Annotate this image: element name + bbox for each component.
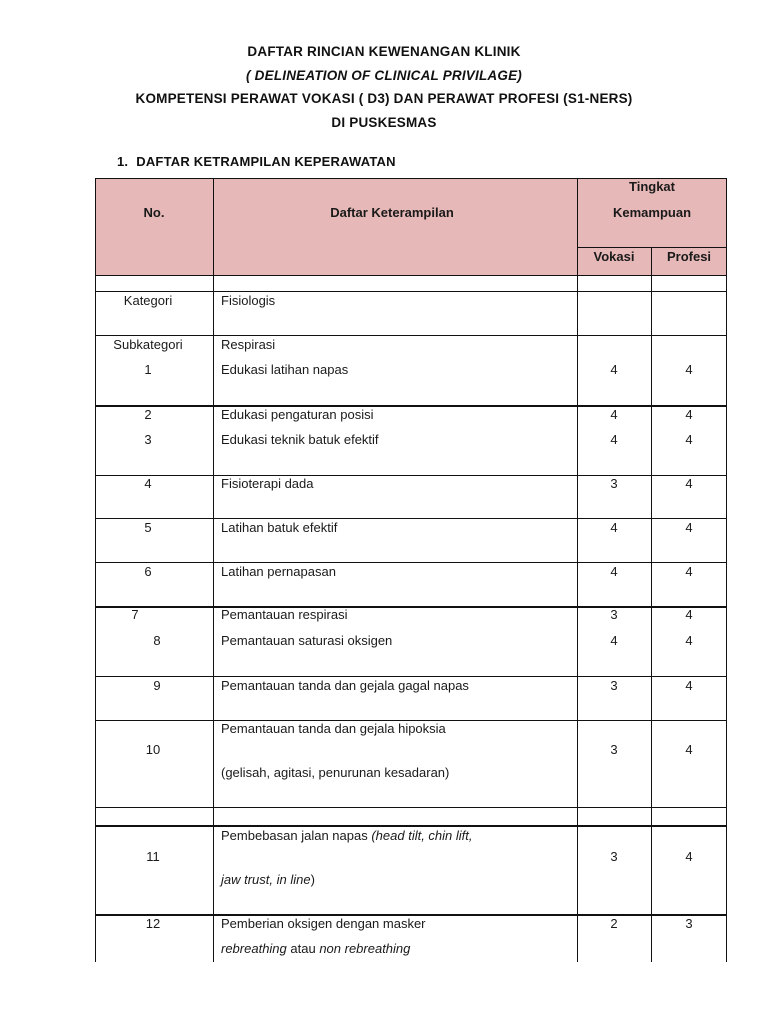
- row-skill-italic: jaw trust, in line: [221, 872, 311, 887]
- row-vokasi: 4: [610, 432, 618, 447]
- column-header-skill: Daftar Keterampilan: [330, 205, 454, 220]
- table-border-right: [726, 178, 727, 962]
- row-no: 2: [144, 407, 152, 422]
- row-skill: Edukasi latihan napas: [221, 362, 349, 377]
- row-skill: Pemantauan tanda dan gejala hipoksia: [221, 721, 446, 736]
- row-skill-italic: non rebreathing: [319, 941, 411, 956]
- row-skill: Latihan pernapasan: [221, 564, 336, 579]
- row-vokasi: 3: [610, 607, 618, 622]
- row-no: 11: [146, 849, 160, 864]
- row-no: 5: [144, 520, 152, 535]
- row-profesi: 4: [685, 362, 693, 377]
- row-skill: Edukasi teknik batuk efektif: [221, 432, 379, 447]
- row-no: 7: [131, 607, 139, 622]
- row-vokasi: 2: [610, 916, 618, 931]
- row-vokasi: 4: [610, 407, 618, 422]
- row-skill-text: ): [310, 872, 315, 887]
- kategori-label: Kategori: [123, 293, 173, 308]
- table-border-col3: [651, 247, 652, 962]
- row-vokasi: 4: [610, 520, 618, 535]
- row-skill: Pemantauan tanda dan gejala gagal napas: [221, 678, 469, 693]
- row-profesi: 4: [685, 849, 693, 864]
- column-header-level-1: Tingkat: [629, 179, 675, 194]
- row-profesi: 4: [685, 476, 693, 491]
- row-profesi: 4: [685, 407, 693, 422]
- row-skill: Fisioterapi dada: [221, 476, 314, 491]
- row-no: 8: [153, 633, 161, 648]
- row-profesi: 4: [685, 607, 693, 622]
- kategori-value: Fisiologis: [221, 293, 276, 308]
- table-border-col2: [577, 178, 578, 962]
- row-no: 6: [144, 564, 152, 579]
- section-title: DAFTAR KETRAMPILAN KEPERAWATAN: [136, 154, 396, 169]
- table-border-col1: [213, 178, 214, 962]
- row-no: 10: [145, 742, 161, 757]
- row-no: 9: [153, 678, 161, 693]
- document-heading-competency: KOMPETENSI PERAWAT VOKASI ( D3) DAN PERAWAT PROFESI (S1-NERS): [135, 91, 633, 106]
- row-skill-detail: [221, 941, 410, 956]
- row-vokasi: 3: [610, 849, 618, 864]
- row-skill-detail: (gelisah, agitasi, penurunan kesadaran): [221, 765, 450, 780]
- row-profesi: 4: [685, 742, 693, 757]
- row-vokasi: 3: [610, 742, 618, 757]
- column-header-profesi: Profesi: [666, 249, 712, 264]
- row-no: 4: [144, 476, 152, 491]
- row-vokasi: 4: [610, 633, 618, 648]
- document-subtitle: ( DELINEATION OF CLINICAL PRIVILAGE): [246, 67, 522, 83]
- row-no: 3: [144, 432, 152, 447]
- row-skill-italic: (head tilt, chin lift,: [371, 828, 473, 843]
- row-profesi: 4: [685, 520, 693, 535]
- row-profesi: 4: [685, 633, 693, 648]
- row-profesi: 4: [685, 432, 693, 447]
- row-profesi: 4: [685, 564, 693, 579]
- column-header-no: No.: [143, 205, 165, 220]
- row-skill-detail: [221, 872, 315, 887]
- column-header-level-2: Kemampuan: [612, 205, 692, 220]
- row-skill: Pemberian oksigen dengan masker: [221, 916, 426, 931]
- table-border-left: [95, 178, 96, 962]
- document-title: DAFTAR RINCIAN KEWENANGAN KLINIK: [247, 44, 521, 59]
- subkategori-value: Respirasi: [221, 337, 276, 352]
- row-skill-text: atau: [286, 941, 320, 956]
- column-header-vokasi: Vokasi: [593, 249, 635, 264]
- subkategori-label: Subkategori: [113, 337, 183, 352]
- row-profesi: 3: [685, 916, 693, 931]
- row-skill: Edukasi pengaturan posisi: [221, 407, 374, 422]
- row-vokasi: 4: [610, 362, 618, 377]
- row-profesi: 4: [685, 678, 693, 693]
- row-no: 12: [145, 916, 161, 931]
- row-skill: Pemantauan respirasi: [221, 607, 348, 622]
- row-skill: Latihan batuk efektif: [221, 520, 338, 535]
- row-vokasi: 4: [610, 564, 618, 579]
- row-no: 1: [144, 362, 152, 377]
- row-skill: [221, 828, 473, 843]
- section-number: 1.: [117, 154, 129, 169]
- document-heading-location: DI PUSKESMAS: [331, 114, 437, 130]
- row-skill-text: Pembebasan jalan napas: [221, 828, 372, 843]
- row-skill: Pemantauan saturasi oksigen: [221, 633, 393, 648]
- row-vokasi: 3: [610, 678, 618, 693]
- row-vokasi: 3: [610, 476, 618, 491]
- row-skill-italic: rebreathing: [221, 941, 287, 956]
